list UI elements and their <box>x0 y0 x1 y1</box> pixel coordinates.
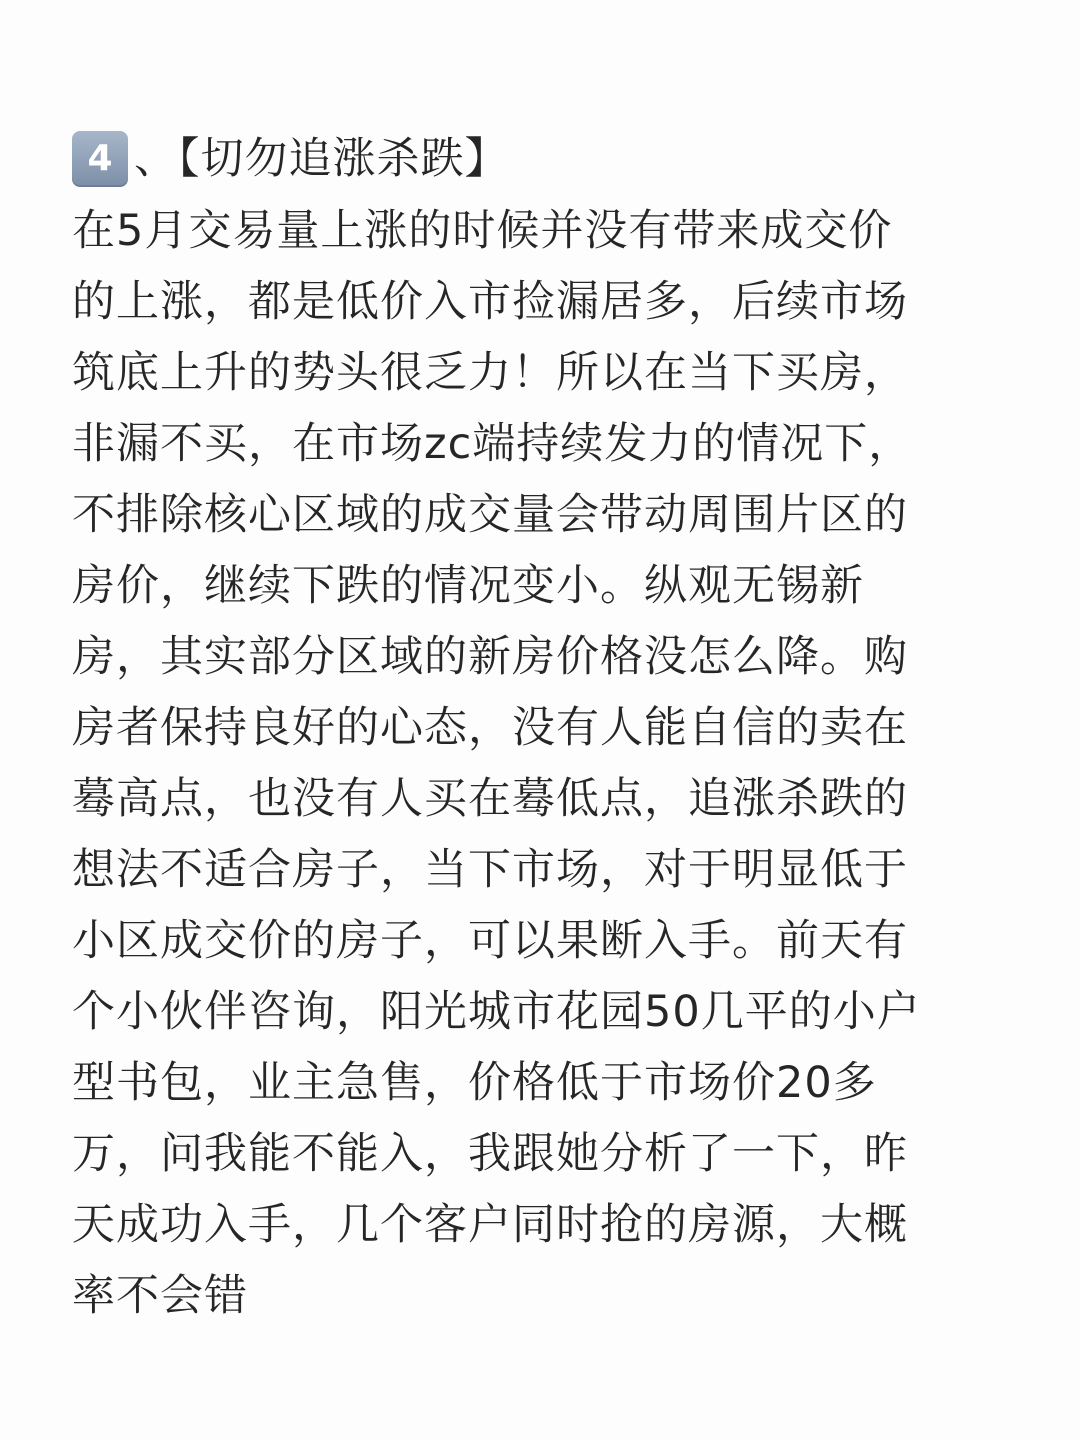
body-line: 型书包，业主急售，价格低于市场价20多 <box>72 1058 877 1108</box>
body-line: 筑底上升的势头很乏力！所以在当下买房， <box>72 348 908 398</box>
body-line: 小区成交价的房子，可以果断入手。前天有 <box>72 916 908 966</box>
body-line: 非漏不买，在市场zc端持续发力的情况下， <box>72 419 913 469</box>
body-line: 个小伙伴咨询，阳光城市花园50几平的小户 <box>72 987 921 1037</box>
body-line: 在5月交易量上涨的时候并没有带来成交价 <box>72 206 893 256</box>
body-line: 蓦高点，也没有人买在蓦低点，追涨杀跌的 <box>72 774 908 824</box>
section-title-text: 、【切勿追涨杀跌】 <box>134 134 509 184</box>
keycap-number-badge: 4 <box>72 131 128 187</box>
body-line: 万，问我能不能入，我跟她分析了一下，昨 <box>72 1129 908 1179</box>
body-line: 不排除核心区域的成交量会带动周围片区的 <box>72 490 908 540</box>
article-content <box>72 122 1012 1332</box>
body-line: 房价，继续下跌的情况变小。纵观无锡新 <box>72 561 864 611</box>
body-line: 的上涨，都是低价入市捡漏居多，后续市场 <box>72 277 908 327</box>
body-line: 房，其实部分区域的新房价格没怎么降。购 <box>72 632 908 682</box>
body-line: 天成功入手，几个客户同时抢的房源，大概 <box>72 1200 908 1250</box>
body-line: 率不会错 <box>72 1271 248 1321</box>
body-line: 房者保持良好的心态，没有人能自信的卖在 <box>72 703 908 753</box>
body-paragraph <box>72 196 1012 1332</box>
body-line: 想法不适合房子，当下市场，对于明显低于 <box>72 845 908 895</box>
section-title <box>72 122 1012 196</box>
